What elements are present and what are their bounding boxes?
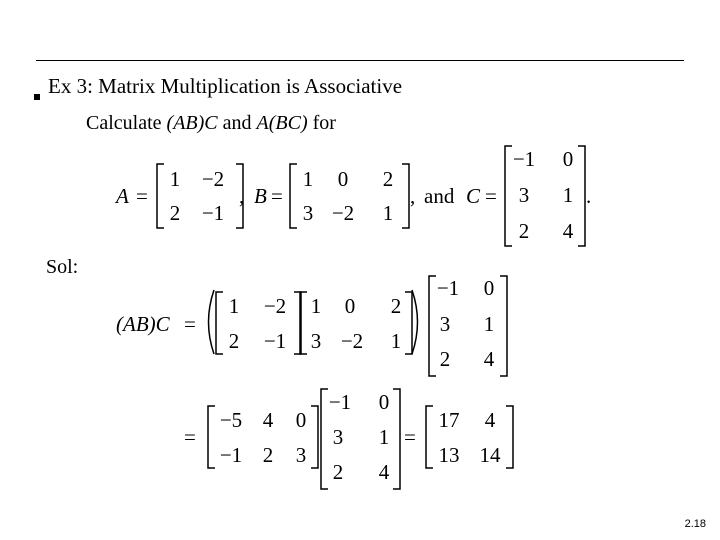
abc-c-cell: 1: [483, 312, 495, 336]
c-cell: 0: [562, 147, 574, 171]
abc-a-cell: 2: [228, 329, 240, 353]
b-cell: 2: [382, 167, 394, 191]
abc-b-cell: −2: [340, 329, 364, 353]
and-text: and: [424, 184, 455, 208]
abc-b-cell: 1: [390, 329, 402, 353]
sol-label: Sol:: [46, 256, 79, 278]
equals-a: =: [136, 184, 148, 208]
equals-b: =: [271, 184, 283, 208]
ab-cell: 3: [295, 443, 307, 467]
matrix-a-name: A: [116, 184, 129, 208]
equals-abc: =: [184, 312, 196, 336]
ab-cell: 2: [262, 443, 274, 467]
page-number: 2.18: [684, 518, 706, 530]
b-cell: 3: [302, 201, 314, 225]
c-cell: 4: [562, 219, 574, 243]
ab-cell: 4: [262, 408, 274, 432]
line2-c-cell: 2: [332, 460, 344, 484]
b-cell: 0: [337, 167, 349, 191]
period: .: [586, 184, 592, 208]
equals-result: =: [404, 425, 416, 449]
abc-c-cell: −1: [436, 276, 460, 300]
abc-a-cell: −2: [263, 294, 287, 318]
abc-label: (AB)C: [116, 312, 170, 336]
intro-suffix: for: [307, 112, 336, 134]
abc-b-cell: 2: [390, 294, 402, 318]
comma-1: ,: [239, 184, 245, 208]
a-cell: −1: [201, 201, 225, 225]
b-cell: 1: [302, 167, 314, 191]
result-cell: 13: [438, 443, 460, 467]
abc-b-cell: 0: [344, 294, 356, 318]
equals-c: =: [485, 184, 497, 208]
a-cell: 1: [169, 167, 181, 191]
ab-cell: 0: [295, 408, 307, 432]
abc-a-cell: −1: [263, 329, 287, 353]
ab-cell: −5: [219, 408, 243, 432]
abc-c-cell: 4: [483, 347, 495, 371]
matrix-b-name: B: [254, 184, 267, 208]
b-cell: 1: [382, 201, 394, 225]
slide-title: Ex 3: Matrix Multiplication is Associative: [48, 74, 403, 98]
abc-c-cell: 0: [483, 276, 495, 300]
line2-c-cell: −1: [328, 390, 352, 414]
a-cell: 2: [169, 201, 181, 225]
abc-c-cell: 3: [439, 312, 451, 336]
matrix-c-name: C: [466, 184, 481, 208]
abc-b-cell: 3: [310, 329, 322, 353]
intro-prefix: Calculate: [86, 112, 167, 134]
intro-bc: A(BC): [256, 112, 308, 134]
c-cell: 3: [518, 183, 530, 207]
line2-c-cell: 0: [378, 390, 390, 414]
ab-cell: −1: [219, 443, 243, 467]
result-cell: 4: [484, 408, 496, 432]
comma-2: ,: [410, 184, 416, 208]
intro-abc: (AB)C: [166, 112, 218, 134]
abc-c-cell: 2: [439, 347, 451, 371]
intro-and: and: [217, 112, 257, 134]
c-cell: −1: [512, 147, 536, 171]
abc-b-cell: 1: [310, 294, 322, 318]
abc-a-cell: 1: [228, 294, 240, 318]
c-cell: 1: [562, 183, 574, 207]
c-cell: 2: [518, 219, 530, 243]
b-cell: −2: [331, 201, 355, 225]
line2-c-cell: 4: [378, 460, 390, 484]
result-cell: 14: [479, 443, 501, 467]
equals-line2: =: [184, 425, 196, 449]
line2-c-cell: 1: [378, 425, 390, 449]
a-cell: −2: [201, 167, 225, 191]
result-cell: 17: [438, 408, 460, 432]
line2-c-cell: 3: [332, 425, 344, 449]
